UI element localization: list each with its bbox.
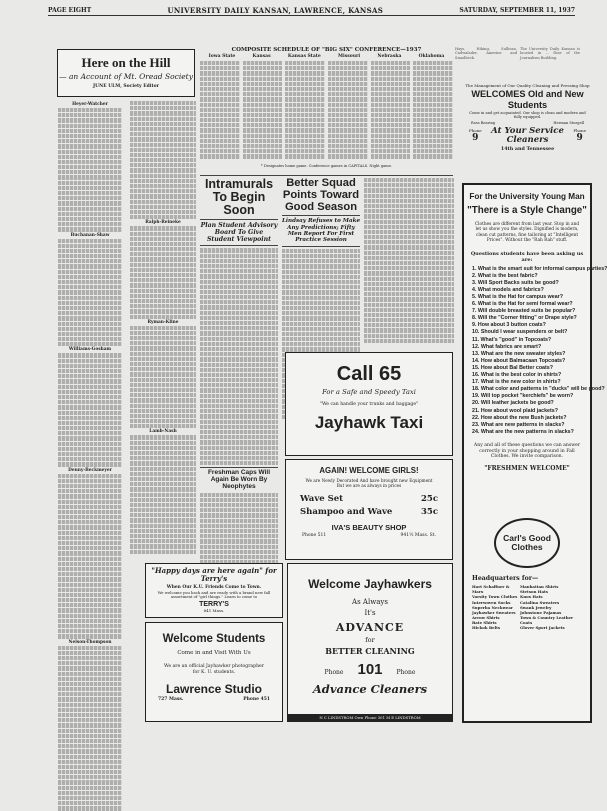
beauty-phone: Phone 511 [302, 532, 327, 538]
service-phone-left [469, 128, 482, 143]
carls-question: 6. What is the Hat for semi formal wear? [472, 301, 573, 308]
beauty-service-row-2 [300, 507, 438, 517]
carls-question: 2. What is the best fabric? [472, 272, 538, 279]
society-head-3: Williams-Gosham [68, 347, 112, 353]
carls-hq-item: Hart Schaffner & Marx [472, 584, 510, 595]
carls-closing: Any and all of these questions we can answer correctly in your shopping around in Fall Clothes. We invite comparison. [473, 442, 581, 460]
carls-ad [462, 183, 607, 723]
beauty-price-1: 25c [420, 493, 438, 504]
advance-headline: Welcome Jayhawkers [308, 577, 432, 591]
carls-questions-title: Questions students have been asking us are: [470, 250, 584, 263]
carls-hq-item: Johnstone Pajamas [519, 609, 562, 615]
carls-question: 8. Will the "Corner fitting" or Drape style? [472, 315, 577, 322]
carls-hq-item: Town & Country Leather Coats [519, 614, 574, 625]
carls-logo [494, 518, 560, 568]
service-owner-1: Ross Bearing [471, 120, 496, 125]
taxi-line2: "We can handle your trunks and baggage" [319, 402, 419, 407]
service-phone-label-2: Phone [573, 128, 586, 134]
top-short-text: Hays, Hiking, Sullivan, Cadwalader, Amerine and Smadbeck. [455, 47, 517, 60]
society-head-1: Heyer-Watcher [72, 102, 108, 107]
taxi-number: Call 65 [336, 363, 402, 385]
carls-question: 11. What's "good" in Topcoats? [472, 336, 552, 343]
carls-question: 4. What models and fabrics? [472, 286, 544, 293]
service-line: Come in and get acquainted. Our shop is clean and modern and fully equipped. [469, 111, 586, 120]
terrys-headline: "Happy days are here again" for Terry's [151, 566, 277, 584]
carls-question: 17. What is the new color in shirts? [472, 379, 561, 386]
carls-question: 7. Will double breasted suits be popular? [472, 308, 576, 315]
carls-intro: Clothes are different from last year. Stop in and let us show you the styles. Dignified is modern, clean cut patterns, fine tailoring at "Intelligent Prices". Without the "Rah Rah" stuff. [474, 222, 580, 244]
advance-footer: N C LINDSTROM Own Phone 301 M E LINDSTROM [288, 714, 452, 721]
freshman-caps-headline: Freshman Caps Will Again Be Worn By Neophytes [207, 469, 271, 490]
terrys-name: TERRY'S [199, 601, 229, 608]
schedule-title: COMPOSITE SCHEDULE OF "BIG SIX" CONFERENCE—1937 [231, 47, 422, 53]
service-phone-number: 9 [472, 133, 479, 144]
advance-cleaners-ad [287, 563, 453, 722]
service-top: The Management of Our Quality Cleaning and Pressing Shop [465, 83, 590, 88]
team-nebraska: Nebraska [377, 54, 402, 59]
taxi-name: Jayhawk Taxi [314, 413, 424, 432]
team-kansas-state: Kansas State [287, 54, 321, 59]
advance-line4: BETTER CLEANING [325, 646, 415, 656]
society-head-4: Denny-Beckmeyer [68, 467, 112, 473]
carls-questions-list [472, 265, 607, 436]
intramurals-headline: Intramurals To Begin Soon [204, 177, 274, 218]
page-number: PAGE EIGHT [48, 6, 92, 14]
at-your-service-ad [465, 81, 590, 177]
society-byline: JUNE ULM, Society Editor [93, 84, 159, 89]
beauty-service-1: Wave Set [300, 493, 344, 504]
squad-column-2 [364, 178, 454, 348]
studio-headline: Welcome Students [162, 633, 266, 645]
carls-headline-1: For the University Young Man [469, 192, 585, 201]
page-header [48, 5, 575, 16]
society-subtitle: — an Account of Mt. Oread Society [59, 72, 193, 81]
top-short-story [455, 47, 517, 81]
intramurals-story [200, 178, 278, 573]
carls-hq-item: Interwoven Socks [472, 599, 511, 605]
studio-name: Lawrence Studio [165, 681, 263, 696]
terrys-ad [145, 563, 283, 618]
service-brand-row [465, 127, 590, 145]
lawrence-studio-ad [145, 622, 283, 722]
beauty-price-2: 35c [420, 506, 438, 517]
carls-hq-item: Arrow Shirts [472, 614, 500, 620]
schedule-table [200, 47, 453, 176]
carls-logo-text: Carl's Good Clothes [503, 533, 551, 553]
masthead: UNIVERSITY DAILY KANSAN, LAWRENCE, KANSAS [167, 5, 384, 15]
carls-headline-2: "There is a Style Change" [467, 205, 587, 216]
society-head-2: Buchanan-Shaw [70, 232, 110, 238]
advance-phone-label: Phone [324, 669, 344, 676]
carls-hq-right [520, 584, 584, 630]
squad-headline: Better Squad Points Toward Good Season [282, 177, 360, 213]
top-right-short [520, 47, 580, 81]
service-address: 14th and Tennessee [500, 145, 555, 152]
carls-question: 14. How about Balmacaan Topcoats? [472, 357, 566, 364]
carls-question: 22. How about the new Bush jackets? [472, 414, 567, 421]
carls-hq-item: Glover Sport Jackets [519, 625, 565, 631]
service-headline: WELCOMES Old and New Students [471, 89, 584, 110]
carls-hq-item: Varsity Town Clothes [472, 594, 518, 600]
carls-hq-title: Headquarters for— [472, 575, 539, 583]
carls-question: 24. What are the new patterns in slacks? [472, 428, 574, 435]
taxi-line1: For a Safe and Speedy Taxi [322, 388, 416, 396]
studio-line1: Come in and Visit With Us [177, 650, 251, 656]
carls-hq-item: Catalina Sweaters [519, 599, 560, 605]
studio-phone: Phone 451 [243, 696, 270, 702]
service-name: At Your Service Cleaners [491, 125, 564, 145]
schedule-grid [200, 61, 453, 163]
carls-question: 18. What color and patterns in "ducks" will be good? [472, 386, 605, 393]
service-phone-label: Phone [469, 128, 482, 134]
ivas-beauty-shop-ad [285, 459, 453, 560]
society-title-box [57, 49, 195, 97]
top-right-short-text: The University Daily Kansan is located in ... floor of the Journalism Building. [520, 47, 580, 60]
carls-question: 13. What are the new sweater styles? [472, 350, 566, 357]
carls-freshmen-welcome: "FRESHMEN WELCOME" [484, 465, 570, 473]
society-mid-head-1: Ralph-Reineke [145, 220, 181, 226]
carls-question: 16. What is the best color in shirts? [472, 372, 562, 379]
carls-hq-lists [472, 584, 584, 630]
carls-hq-item: Swank Jewelry [519, 604, 552, 610]
terrys-address: 841 Mass. [203, 608, 225, 613]
beauty-service-row-1 [300, 494, 438, 504]
terrys-line2: We welcome you back and are ready with a brand new fall assortment of "girl things." Learn to come to [157, 589, 271, 600]
service-phone-right [573, 128, 586, 143]
terrys-line1: When Our K.U. Friends Come to Town. [166, 584, 262, 590]
beauty-address: 941½ Mass. St. [400, 532, 436, 538]
studio-line2: We are an official Jayhawker photographer for K. U. students. [164, 664, 264, 675]
beauty-title: AGAIN! WELCOME GIRLS! [319, 466, 419, 475]
service-owner-2: Herman Sturgell [553, 120, 584, 125]
beauty-service-2: Shampoo and Wave [300, 506, 393, 517]
carls-hq-item: Knox Hats [519, 594, 543, 600]
society-column-2 [130, 101, 196, 563]
service-owners-row [471, 121, 584, 125]
carls-hq-item: Bate Shirts [472, 619, 497, 625]
society-mid-head-2: Ryman-Kline [147, 319, 179, 325]
carls-question: 10. Should I wear suspenders or belt? [472, 329, 568, 336]
schedule-team-row [200, 54, 453, 59]
team-iowa-state: Iowa State [208, 54, 236, 59]
beauty-name: IVA'S BEAUTY SHOP [331, 522, 407, 532]
carls-hq-item: Hickok Belts [472, 625, 501, 631]
jayhawk-taxi-ad [285, 352, 453, 456]
team-missouri: Missouri [338, 54, 361, 59]
advance-name: Advance Cleaners [312, 682, 428, 696]
studio-contact-row [158, 697, 270, 702]
carls-question: 9. How about 3 button coats? [472, 322, 546, 329]
advance-brand: ADVANCE [335, 621, 405, 634]
advance-phone-label-2: Phone [396, 669, 416, 676]
society-mid-head-3: Lamb-Nash [149, 429, 177, 435]
carls-question: 21. How about wool plaid jackets? [472, 407, 558, 414]
squad-deck: Lindsay Refuses to Make Any Predictions; Fifty Men Report For First Practice Session [282, 218, 361, 244]
advance-line2: It's [364, 609, 376, 617]
schedule-footnote: * Designates home game. Conference games in CAPITALS. Night game. [261, 164, 392, 168]
advance-phone-number: 101 [357, 661, 383, 678]
issue-date: SATURDAY, SEPTEMBER 11, 1937 [459, 6, 575, 14]
service-phone-number-2: 9 [576, 133, 583, 144]
carls-question: 20. Will leather jackets be good? [472, 400, 554, 407]
beauty-intro: We are Newly Decorated And have brought new Equipment But we are as always in prices [305, 478, 433, 489]
advance-line1: As Always [352, 598, 388, 606]
carls-question: 3. Will Sport Backs suits be good? [472, 279, 559, 286]
carls-hq-item: Superba Neckwear [472, 604, 513, 610]
team-kansas: Kansas [252, 54, 271, 59]
advance-phone-row [288, 661, 452, 678]
beauty-contact-row [302, 533, 436, 538]
carls-question: 12. What fabrics are smart? [472, 343, 542, 350]
studio-address: 727 Mass. [158, 696, 184, 702]
advance-line3: for [365, 636, 375, 644]
society-title: Here on the Hill [81, 55, 171, 70]
carls-hq-left [472, 584, 520, 630]
society-column [58, 101, 122, 731]
intramurals-deck: Plan Student Advisory Board To Give Student Viewpoint [200, 222, 278, 244]
carls-hq-item: Manhattan Shirts [519, 584, 559, 590]
team-oklahoma: Oklahoma [418, 54, 445, 59]
carls-hq-item: Stetson Hats [519, 589, 548, 595]
carls-question: 23. What are new patterns in slacks? [472, 421, 565, 428]
society-head-5: Nelson-Thompson [68, 639, 112, 645]
carls-question: 15. How about Bal Better coats? [472, 364, 553, 371]
carls-question: 19. Will top pocket "kerchiefs" be worn? [472, 393, 574, 400]
carls-question: 1. What is the smart suit for informal campus parties? [472, 265, 607, 272]
carls-hq-item: Jayhawker Sweaters [472, 609, 516, 615]
carls-question: 5. What is the Hat for campus wear? [472, 294, 563, 300]
